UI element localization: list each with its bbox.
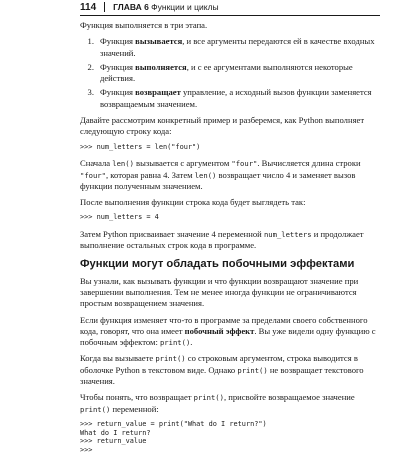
list-item-text [100,36,380,59]
text-run: возвращает число 4 и заменяет вызов функции полученным значением. [80,169,356,191]
text-run: Чтобы понять, что возвращает [80,392,194,403]
text-run: Если функция изменяет что-то в программе за пределами своего собственного кода, говорят, что она имеет [80,314,368,336]
text-run: Функция [100,36,136,47]
code-block: >>> return_value = print("What do I return?") What do I return? >>> return_value >>> [80,419,267,454]
inline-code: num_letters [263,230,312,240]
text-run: Функция [100,87,136,98]
inline-code: print() [155,354,186,364]
bold-term: вызывается [135,36,183,47]
list-number: 2. [87,61,94,72]
page-body [80,20,380,461]
text-run: не возвращает текстового значения. [80,364,364,387]
code-block: >>> num_letters = len("four") [80,142,201,151]
header-rule [80,15,380,16]
bold-term: возвращает [135,87,181,98]
list-number: 3. [87,87,94,98]
chapter-heading [113,2,219,12]
list-item [80,62,380,85]
inline-code: print() [193,393,224,403]
paragraph: Вы узнали, как вызывать функции и что функции возвращают значение при завершении выполнения. Тем не менее иногда функции не ограничиваются простым возвращением значения. [80,275,359,309]
text-run: вызывается с аргументом [133,158,232,169]
section-heading: Функции могут обладать побочными эффектами [80,257,355,270]
chapter-label: ГЛАВА 6 [113,2,149,12]
text-run: Сначала [80,158,113,169]
inline-code: print() [80,404,111,414]
chapter-title: Функции и циклы [151,2,219,12]
text-run: , которая равна 4. Затем [105,169,195,180]
list-item-text [100,62,380,85]
running-header [80,0,380,14]
text-run: и продолжает выполнение остальных строк кода в программе. [80,229,364,251]
paragraph [80,392,380,415]
text-run: . [190,337,193,348]
paragraph [80,315,380,349]
list-item [80,36,380,59]
intro-paragraph: Функция выполняется в три этапа. [80,20,208,30]
text-run: , и все аргументы передаются ей в качестве входных значений. [100,36,375,58]
inline-code: "four" [80,170,106,180]
paragraph: Давайте рассмотрим конкретный пример и разберемся, как Python выполняет следующую строку кода: [80,115,365,137]
text-run: Когда вы вызываете [80,353,156,364]
text-run: . Вычисляется длина строки [257,158,361,169]
text-run: Функция [100,61,136,72]
paragraph [80,158,380,192]
inline-code: print() [159,338,191,348]
inline-code: "four" [231,159,258,169]
header-separator [104,2,105,12]
paragraph: После выполнения функции строка кода будет выглядеть так: [80,197,306,208]
list-number: 1. [87,36,94,47]
inline-code: len() [194,170,217,180]
list-item [80,87,380,110]
steps-list [80,36,380,110]
text-run: со строковым аргументом, строка выводится в оболочке Python в текстовом виде. Однако [80,353,358,375]
inline-code: len() [112,159,134,169]
page-number: 114 [80,1,97,13]
bold-term: побочный эффект [184,325,255,336]
text-run: . Вы уже видели одну функцию с побочным эффектом: [80,325,376,348]
paragraph [80,229,380,252]
text-run: переменной: [110,403,159,414]
list-item-text [100,87,380,110]
code-block: >>> num_letters = 4 [80,213,159,222]
text-run: , присвойте возвращаемое значение [223,392,355,403]
text-run: , и с ее аргументами выполняются некоторые действия. [100,61,353,84]
text-run: Затем Python присваивает значение 4 переменной [80,229,264,240]
text-run: управление, а исходный вызов функции заменяется возвращаемым значением. [100,87,372,109]
paragraph [80,353,380,387]
bold-term: выполняется [135,61,187,72]
inline-code: print() [237,365,268,375]
